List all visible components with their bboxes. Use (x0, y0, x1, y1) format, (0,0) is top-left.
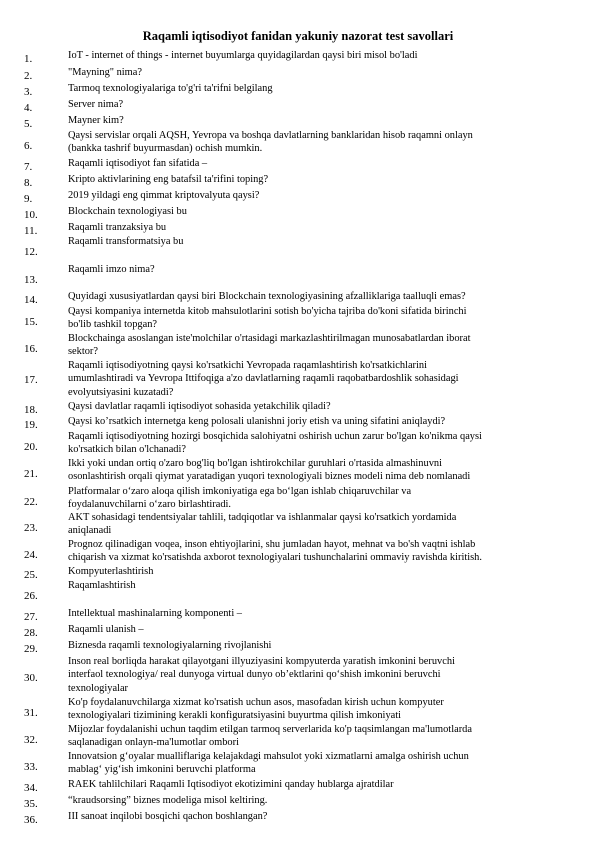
question-number: 11. (24, 225, 38, 237)
question-number: 23. (24, 522, 38, 534)
question-text-line: Prognoz qilinadigan voqea, inson ehtiyojlarini, shu jumladan hayot, mehnat va bo'sh vaqtni ishlab (68, 539, 476, 550)
question-text-line: Raqamli iqtisodiyotning qaysi ko'rsatkichi Yevropada raqamlashtirish ko'rsatkichlarini (68, 360, 427, 371)
question-text-line: Quyidagi xususiyatlardan qaysi biri Blockchain texnologiyasining afzalliklariga taalluqli emas? (68, 291, 466, 302)
question-text-line: Mijozlar foydalanishi uchun taqdim etilgan tarmoq serverlarida ko'p taqsimlangan ma'lumotlarda (68, 724, 472, 735)
question-text-line: aniqlanadi (68, 525, 112, 537)
question-number: 20. (24, 441, 38, 453)
question-number: 25. (24, 569, 38, 581)
question-text-line: Qaysi ko’rsatkich internetga keng polosali ulanishni joriy etish va uning sifatini aniqlaydi? (68, 416, 446, 427)
question-number: 10. (24, 209, 38, 221)
question-text-line: Kripto aktivlarining eng batafsil ta'rifini toping? (68, 174, 269, 185)
question-text-line: texnologiyalari tizimining kerakli konfiguratsiyasini buyurtma qilish imkoniyati (68, 710, 402, 722)
question-text-line: sektor? (68, 346, 99, 358)
question-text-line: Platformalar o‘zaro aloqa qilish imkoniyatiga ega bo‘lgan ishlab chiqaruvchilar va (68, 486, 412, 497)
question-text-line: Kompyuterlashtirish (68, 566, 154, 577)
question-text-line: AKT sohasidagi tendentsiyalar tahlili, tadqiqotlar va ishlanmalar qaysi ko'rsatkich yordamida (68, 512, 457, 523)
question-number: 19. (24, 419, 38, 431)
question-text-line: umumlashtiradi va Yevropa Ittifoqiga a'zo davlatlarning raqamli raqobatbardoshlik sohasidagi (68, 373, 459, 385)
question-text-line: Tarmoq texnologiyalariga to'g'ri ta'rifni belgilang (68, 83, 273, 94)
question-text-line: Inson real borliqda harakat qilayotgani illyuziyasini kompyuterda yaratish imkonini beruvchi (68, 656, 455, 667)
question-number: 24. (24, 549, 38, 561)
question-number: 6. (24, 140, 33, 152)
question-number: 26. (24, 590, 38, 602)
question-text-line: RAEK tahlilchilari Raqamli Iqtisodiyot ekotizimini qanday hublarga ajratdilar (68, 779, 394, 790)
question-text-line: Raqamli tranzaksiya bu (68, 222, 167, 233)
question-text-line: Ikki yoki undan ortiq o'zaro bog'liq bo'lgan ishtirokchilar guruhlari o'rtasida almashinuvni (68, 458, 442, 469)
question-number: 27. (24, 611, 38, 623)
question-number: 35. (24, 798, 38, 810)
question-text-line: “kraudsorsing” biznes modeliga misol keltiring. (68, 795, 268, 806)
question-number: 32. (24, 734, 38, 746)
question-text-line: III sanoat inqilobi bosqichi qachon boshlangan? (68, 811, 268, 822)
question-number: 13. (24, 274, 38, 286)
question-number: 17. (24, 374, 38, 386)
question-text-line: Intellektual mashinalarning komponenti – (68, 608, 243, 619)
question-number: 2. (24, 70, 33, 82)
question-number: 14. (24, 294, 38, 306)
question-text-line: Ko'p foydalanuvchilarga xizmat ko'rsatish uchun asos, masofadan kirish uchun kompyuter (68, 697, 444, 708)
question-text-line: Qaysi kompaniya internetda kitob mahsulotlarini sotish bo'yicha tajriba do'koni sifatida birinchi (68, 306, 467, 317)
question-text-line: interfaol texnologiya/ real dunyoga virtual dunyo ob’ektlarini qo‘shish imkonini beruvchi (68, 669, 441, 681)
question-text-line: bo'lib tashkil topgan? (68, 319, 158, 331)
question-number: 1. (24, 53, 33, 65)
question-number: 3. (24, 86, 33, 98)
question-number: 34. (24, 782, 38, 794)
question-number: 21. (24, 468, 38, 480)
question-text-line: IoT - internet of things - internet buyumlarga quyidagilardan qaysi biri misol bo'ladi (68, 50, 418, 61)
question-text-line: "Mayning" nima? (68, 67, 142, 78)
question-text-line: Blockchainga asoslangan iste'molchilar o'rtasidagi markazlashtirilmagan munosabatlardan iborat (68, 333, 471, 344)
question-number: 29. (24, 643, 38, 655)
question-text-line: mablag‘ yig‘ish imkonini beruvchi platforma (68, 764, 256, 776)
question-number: 15. (24, 316, 38, 328)
question-text-line: Biznesda raqamli texnologiyalarning rivojlanishi (68, 640, 272, 651)
question-number: 16. (24, 343, 38, 355)
question-number: 7. (24, 161, 33, 173)
question-number: 31. (24, 707, 38, 719)
question-text-line: Qaysi davlatlar raqamli iqtisodiyot sohasida yetakchilik qiladi? (68, 401, 331, 412)
question-number: 30. (24, 672, 38, 684)
question-text-line: Raqamli iqtisodiyot fan sifatida – (68, 158, 208, 169)
question-text-line: 2019 yildagi eng qimmat kriptovalyuta qaysi? (68, 190, 260, 201)
question-text-line: texnologiyalar (68, 682, 129, 694)
question-text-line: Raqamli ulanish – (68, 624, 144, 635)
question-number: 28. (24, 627, 38, 639)
question-number: 5. (24, 118, 33, 130)
question-text-line: chiqarish va xizmat ko'rsatishda axborot texnologiyalari tushunchalarini ommaviy ravishda kiritish. (68, 552, 482, 564)
question-number: 12. (24, 246, 38, 258)
question-number: 9. (24, 193, 33, 205)
question-text-line: Mayner kim? (68, 115, 124, 126)
question-number: 22. (24, 496, 38, 508)
question-text-line: (bankka tashrif buyurmasdan) ochish mumkin. (68, 143, 263, 155)
question-text-line: Raqamlashtirish (68, 580, 136, 591)
question-number: 4. (24, 102, 33, 114)
question-text-line: Qaysi servislar orqali AQSH, Yevropa va boshqa davlatlarning banklaridan hisob raqamni onlayn (68, 130, 473, 141)
question-text-line: evolyutsiyasini kuzatadi? (68, 386, 174, 398)
question-number: 8. (24, 177, 33, 189)
question-text-line: Innovatsion g‘oyalar mualliflariga kelajakdagi mahsulot yoki xizmatlarni amalga oshirish uchun (68, 751, 469, 762)
question-text-line: Raqamli imzo nima? (68, 264, 155, 275)
document-title: Raqamli iqtisodiyot fanidan yakuniy nazorat test savollari (142, 29, 454, 43)
question-text-line: ko'rsatkich bilan o'lchanadi? (68, 444, 187, 456)
question-text-line: Server nima? (68, 99, 124, 110)
question-text-line: Raqamli iqtisodiyotning hozirgi bosqichida salohiyatni oshirish uchun zarur bo'lgan ko'nikma qaysi (68, 431, 482, 442)
question-text-line: saqlanadigan onlayn-ma'lumotlar ombori (68, 737, 239, 749)
question-number: 18. (24, 404, 38, 416)
question-text-line: foydalanuvchilarni o‘zaro birlashtiradi. (68, 499, 232, 511)
question-number: 36. (24, 814, 38, 826)
question-text-line: osonlashtirish orqali qiymat yaratadigan yuqori texnologiyali biznes modeli nima deb nomlanadi (68, 471, 471, 483)
question-number: 33. (24, 761, 38, 773)
question-text-line: Blockchain texnologiyasi bu (68, 206, 187, 217)
question-text-line: Raqamli transformatsiya bu (68, 236, 184, 247)
